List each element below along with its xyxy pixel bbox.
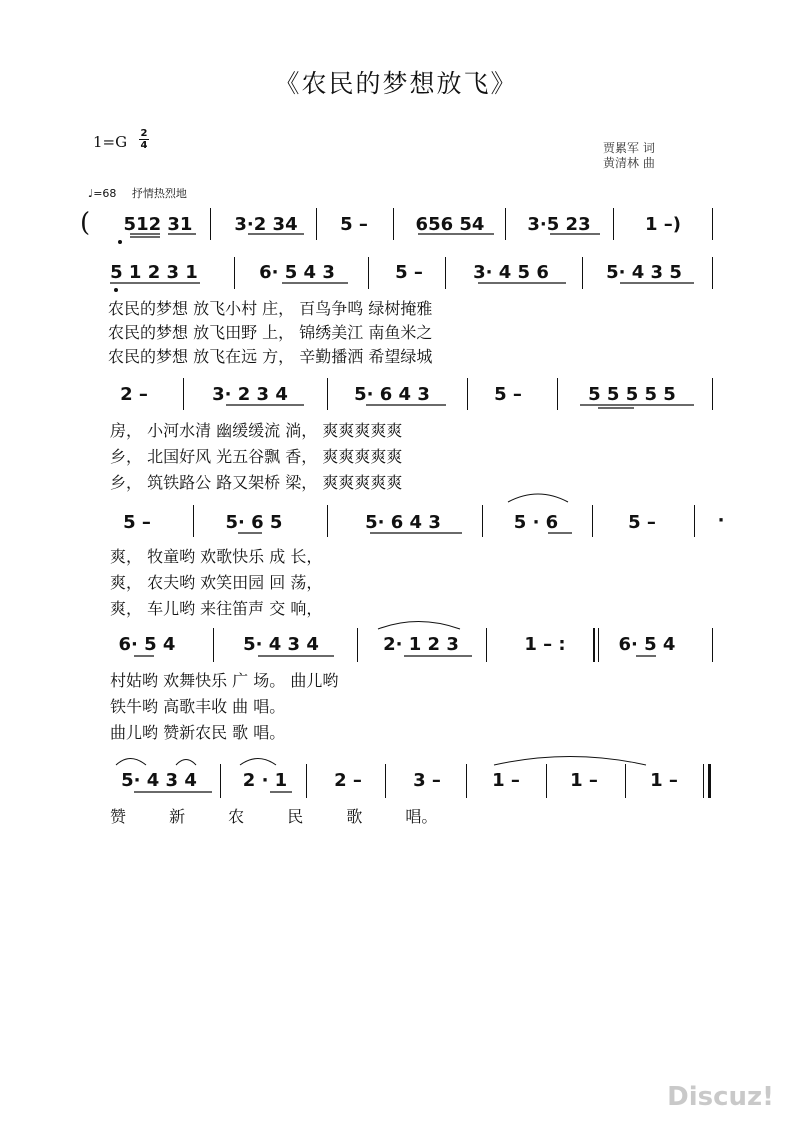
measure-note: 5 1 2 3 1 <box>110 262 198 283</box>
measure-note: 5· 4 3 4 <box>121 770 197 791</box>
lyric-line: 爽， 农夫哟 欢笑田园 回 荡， <box>110 573 323 592</box>
measure-note: 5 – <box>628 512 656 533</box>
lyric-line: 农民的梦想 放飞在远 方， 辛勤播洒 希望绿城 <box>108 347 433 366</box>
lyric-line: 乡， 筑铁路公 路又架桥 梁， 爽爽爽爽爽 <box>110 473 403 492</box>
measure-note: 5 5 5 5 5 <box>588 384 676 405</box>
lyric-line: 赞 新 农 民 歌 唱。 <box>110 807 438 826</box>
lyric-line: 村姑哟 欢舞快乐 广 场。 曲儿哟 <box>110 671 339 690</box>
slur-mark <box>494 757 646 766</box>
measure-note: 656 54 <box>415 214 485 235</box>
lyric-line: 农民的梦想 放飞小村 庄， 百鸟争鸣 绿树掩雅 <box>108 299 433 318</box>
measure-note: 5· 6 5 <box>225 512 283 533</box>
measure-note: 2 – <box>334 770 362 791</box>
time-signature-denominator: 4 <box>140 140 148 151</box>
measure-note: 5 – <box>340 214 368 235</box>
measure-note: 5 – <box>123 512 151 533</box>
measure-note: 5· 4 3 5 <box>606 262 682 283</box>
slur-mark <box>508 494 568 502</box>
measure-note: 1 – <box>650 770 678 791</box>
measure-note: 3·5 23 <box>527 214 591 235</box>
slur-mark <box>116 759 146 766</box>
measure-note: 5 – <box>494 384 522 405</box>
lyric-line: 农民的梦想 放飞田野 上， 锦绣美江 南鱼米之 <box>108 323 433 342</box>
dot-mark: · <box>717 510 725 531</box>
measure-note: 2· 1 2 3 <box>383 634 459 655</box>
intro-open-paren: ( <box>80 208 91 238</box>
composer-credit: 黄清林 曲 <box>603 156 655 170</box>
lyric-line: 铁牛哟 高歌丰收 曲 唱。 <box>110 697 286 716</box>
measure-note: 6· 5 4 3 <box>259 262 335 283</box>
lyric-line: 爽， 牧童哟 欢歌快乐 成 长， <box>110 547 323 566</box>
lyricist-credit: 贾累军 词 <box>603 141 655 155</box>
expression-mark: 抒情热烈地 <box>131 187 187 200</box>
time-signature-numerator: 2 <box>140 128 148 139</box>
measure-note: 2 · 1 <box>242 770 288 791</box>
measure-note: 1 –) <box>644 214 682 235</box>
slur-mark <box>240 759 276 766</box>
measure-note: 5 · 6 <box>513 512 559 533</box>
lyric-line: 曲儿哟 赞新农民 歌 唱。 <box>110 723 286 742</box>
measure-note: 5 – <box>395 262 423 283</box>
measure-note: 1 – <box>492 770 520 791</box>
measure-note: 1 – : <box>524 634 566 655</box>
low-octave-dot <box>118 240 122 244</box>
measure-note: 5· 4 3 4 <box>243 634 319 655</box>
lyric-line: 房， 小河水清 幽缓缓流 淌， 爽爽爽爽爽 <box>110 421 403 440</box>
measure-note: 3·2 34 <box>234 214 298 235</box>
measure-note: 6· 5 4 <box>618 634 676 655</box>
key-signature: 1=G <box>93 133 128 151</box>
measure-note: 6· 5 4 <box>118 634 176 655</box>
slur-mark <box>176 760 196 766</box>
watermark-logo: Discuz! <box>667 1082 774 1112</box>
measure-note: 512 31 <box>123 214 193 235</box>
tempo-value: ♩=68 <box>88 187 117 200</box>
page-title: 《农民的梦想放飞》 <box>274 69 518 98</box>
slur-mark <box>378 622 460 630</box>
lyric-line: 爽， 车儿哟 来往笛声 交 响， <box>110 599 323 618</box>
measure-note: 5· 6 4 3 <box>354 384 430 405</box>
measure-note: 3· 4 5 6 <box>473 262 549 283</box>
low-octave-dot <box>114 288 118 292</box>
measure-note: 1 – <box>570 770 598 791</box>
lyric-line: 乡， 北国好风 光五谷飘 香， 爽爽爽爽爽 <box>110 447 403 466</box>
measure-note: 2 – <box>120 384 148 405</box>
measure-note: 3 – <box>413 770 441 791</box>
measure-note: 3· 2 3 4 <box>212 384 288 405</box>
measure-note: 5· 6 4 3 <box>365 512 441 533</box>
